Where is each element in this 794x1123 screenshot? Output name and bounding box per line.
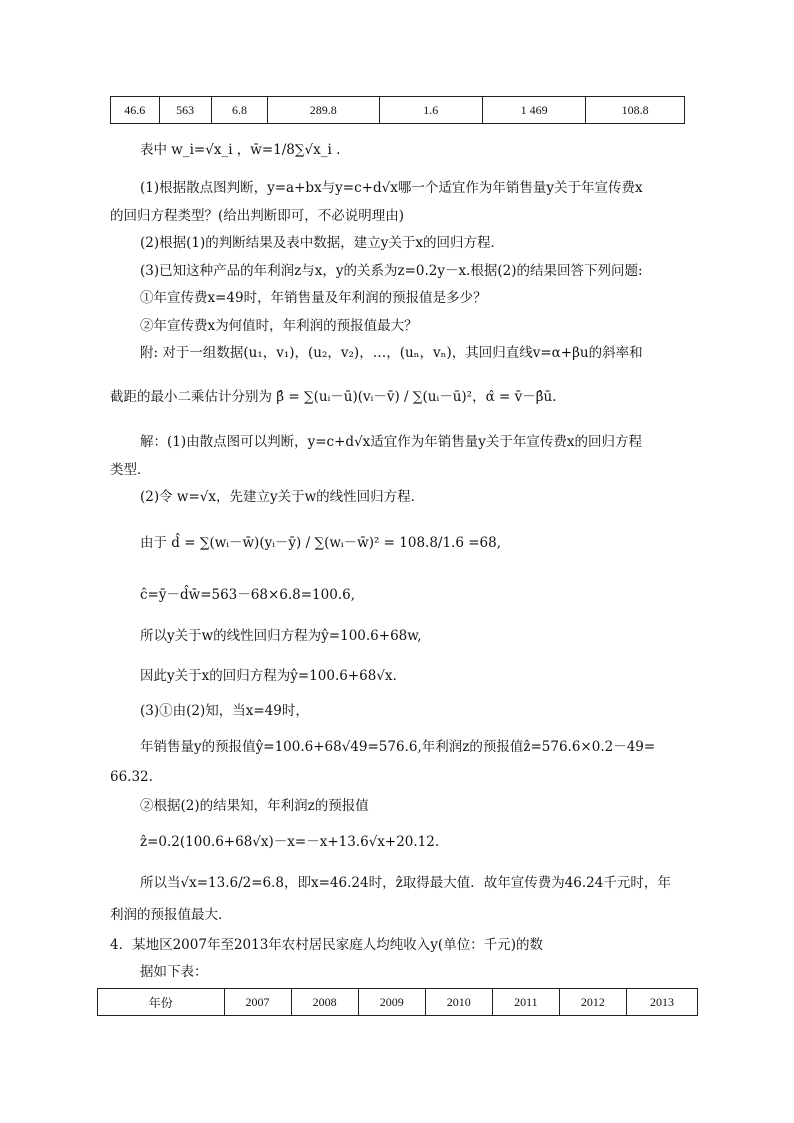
text-line: 所以y关于w的线性回归方程为ŷ=100.6+68w, [140,628,422,644]
table-cell: 2013 [626,989,697,1016]
text-line: (2)令 w=√x，先建立y关于w的线性回归方程． [140,489,425,505]
text-line: 据如下表： [140,964,208,980]
text-line: 4．某地区2007年至2013年农村居民家庭人均纯收入y(单位：千元)的数 [110,937,543,953]
table-cell: 2012 [559,989,626,1016]
text-line: 因此y关于x的回归方程为ŷ=100.6+68√x. [140,668,397,684]
text-line: 的回归方程类型？(给出判断即可，不必说明理由) [110,208,405,224]
text-line: (2)根据(1)的判断结果及表中数据，建立y关于x的回归方程． [140,235,504,251]
table-cell: 年份 [98,989,225,1016]
text-line: ĉ=ȳ－d̂w̄=563－68×6.8=100.6, [140,587,355,603]
text-line: ②根据(2)的结果知，年利润z的预报值 [140,798,369,814]
table-cell: 2011 [492,989,559,1016]
text-line: 所以当√x=13.6/2=6.8，即x=46.24时，ẑ取得最大值．故年宣传费为46.24千元时，年 [140,875,671,891]
text-line: (1)根据散点图判断，y=a+bx与y=c+d√x哪一个适宜作为年销售量y关于年宣传费x [140,180,643,196]
table-cell: 2007 [224,989,291,1016]
table-cell: 289.8 [268,97,379,124]
text-line: ①年宣传费x=49时，年销售量及年利润的预报值是多少？ [140,290,487,306]
text-line: 66.32. [110,769,153,785]
table-cell: 563 [159,97,211,124]
bottom-data-table [97,988,698,1016]
top-data-table [110,96,685,124]
text-line: 利润的预报值最大． [110,907,232,923]
text-line: ②年宣传费x为何值时，年利润的预报值最大？ [140,318,418,334]
table-cell: 6.8 [211,97,267,124]
text-line: ẑ=0.2(100.6+68√x)－x=－x+13.6√x+20.12. [140,834,440,850]
table-cell: 2009 [358,989,425,1016]
table-row [111,97,685,124]
text-line: 截距的最小二乘估计分别为 β̂ = ∑(uᵢ－ū)(vᵢ－v̄) / ∑(uᵢ－ū)²，α̂ = v̄－β̂ū. [110,389,557,405]
text-line: 由于 d̂ = ∑(wᵢ－w̄)(yᵢ－ȳ) / ∑(wᵢ－w̄)² = 108.8/1.6 =68, [140,535,501,551]
table-cell: 46.6 [111,97,160,124]
table-row [98,989,698,1016]
text-line: 解：(1)由散点图可以判断，y=c+d√x适宜作为年销售量y关于年宣传费x的回归方程 [140,434,643,450]
table-cell: 1.6 [379,97,482,124]
text-line: 附: 对于一组数据(u₁，v₁)，(u₂，v₂)，…，(uₙ，vₙ)，其回归直线v=α+βu的斜率和 [140,345,643,361]
text-line: (3)①由(2)知，当x=49时， [140,703,309,719]
table-cell: 2010 [425,989,492,1016]
text-line: 类型． [110,462,151,478]
text-line: 表中 w_i=√x_i ，w̄=1/8∑√x_i . [140,142,341,158]
text-line: 年销售量y的预报值ŷ=100.6+68√49=576.6,年利润z的预报值ẑ=576.6×0.2－49= [140,739,656,755]
table-cell: 108.8 [586,97,685,124]
table-cell: 1 469 [482,97,585,124]
table-cell: 2008 [291,989,358,1016]
text-line: (3)已知这种产品的年利润z与x，y的关系为z=0.2y－x.根据(2)的结果回答下列问题: [140,263,643,279]
